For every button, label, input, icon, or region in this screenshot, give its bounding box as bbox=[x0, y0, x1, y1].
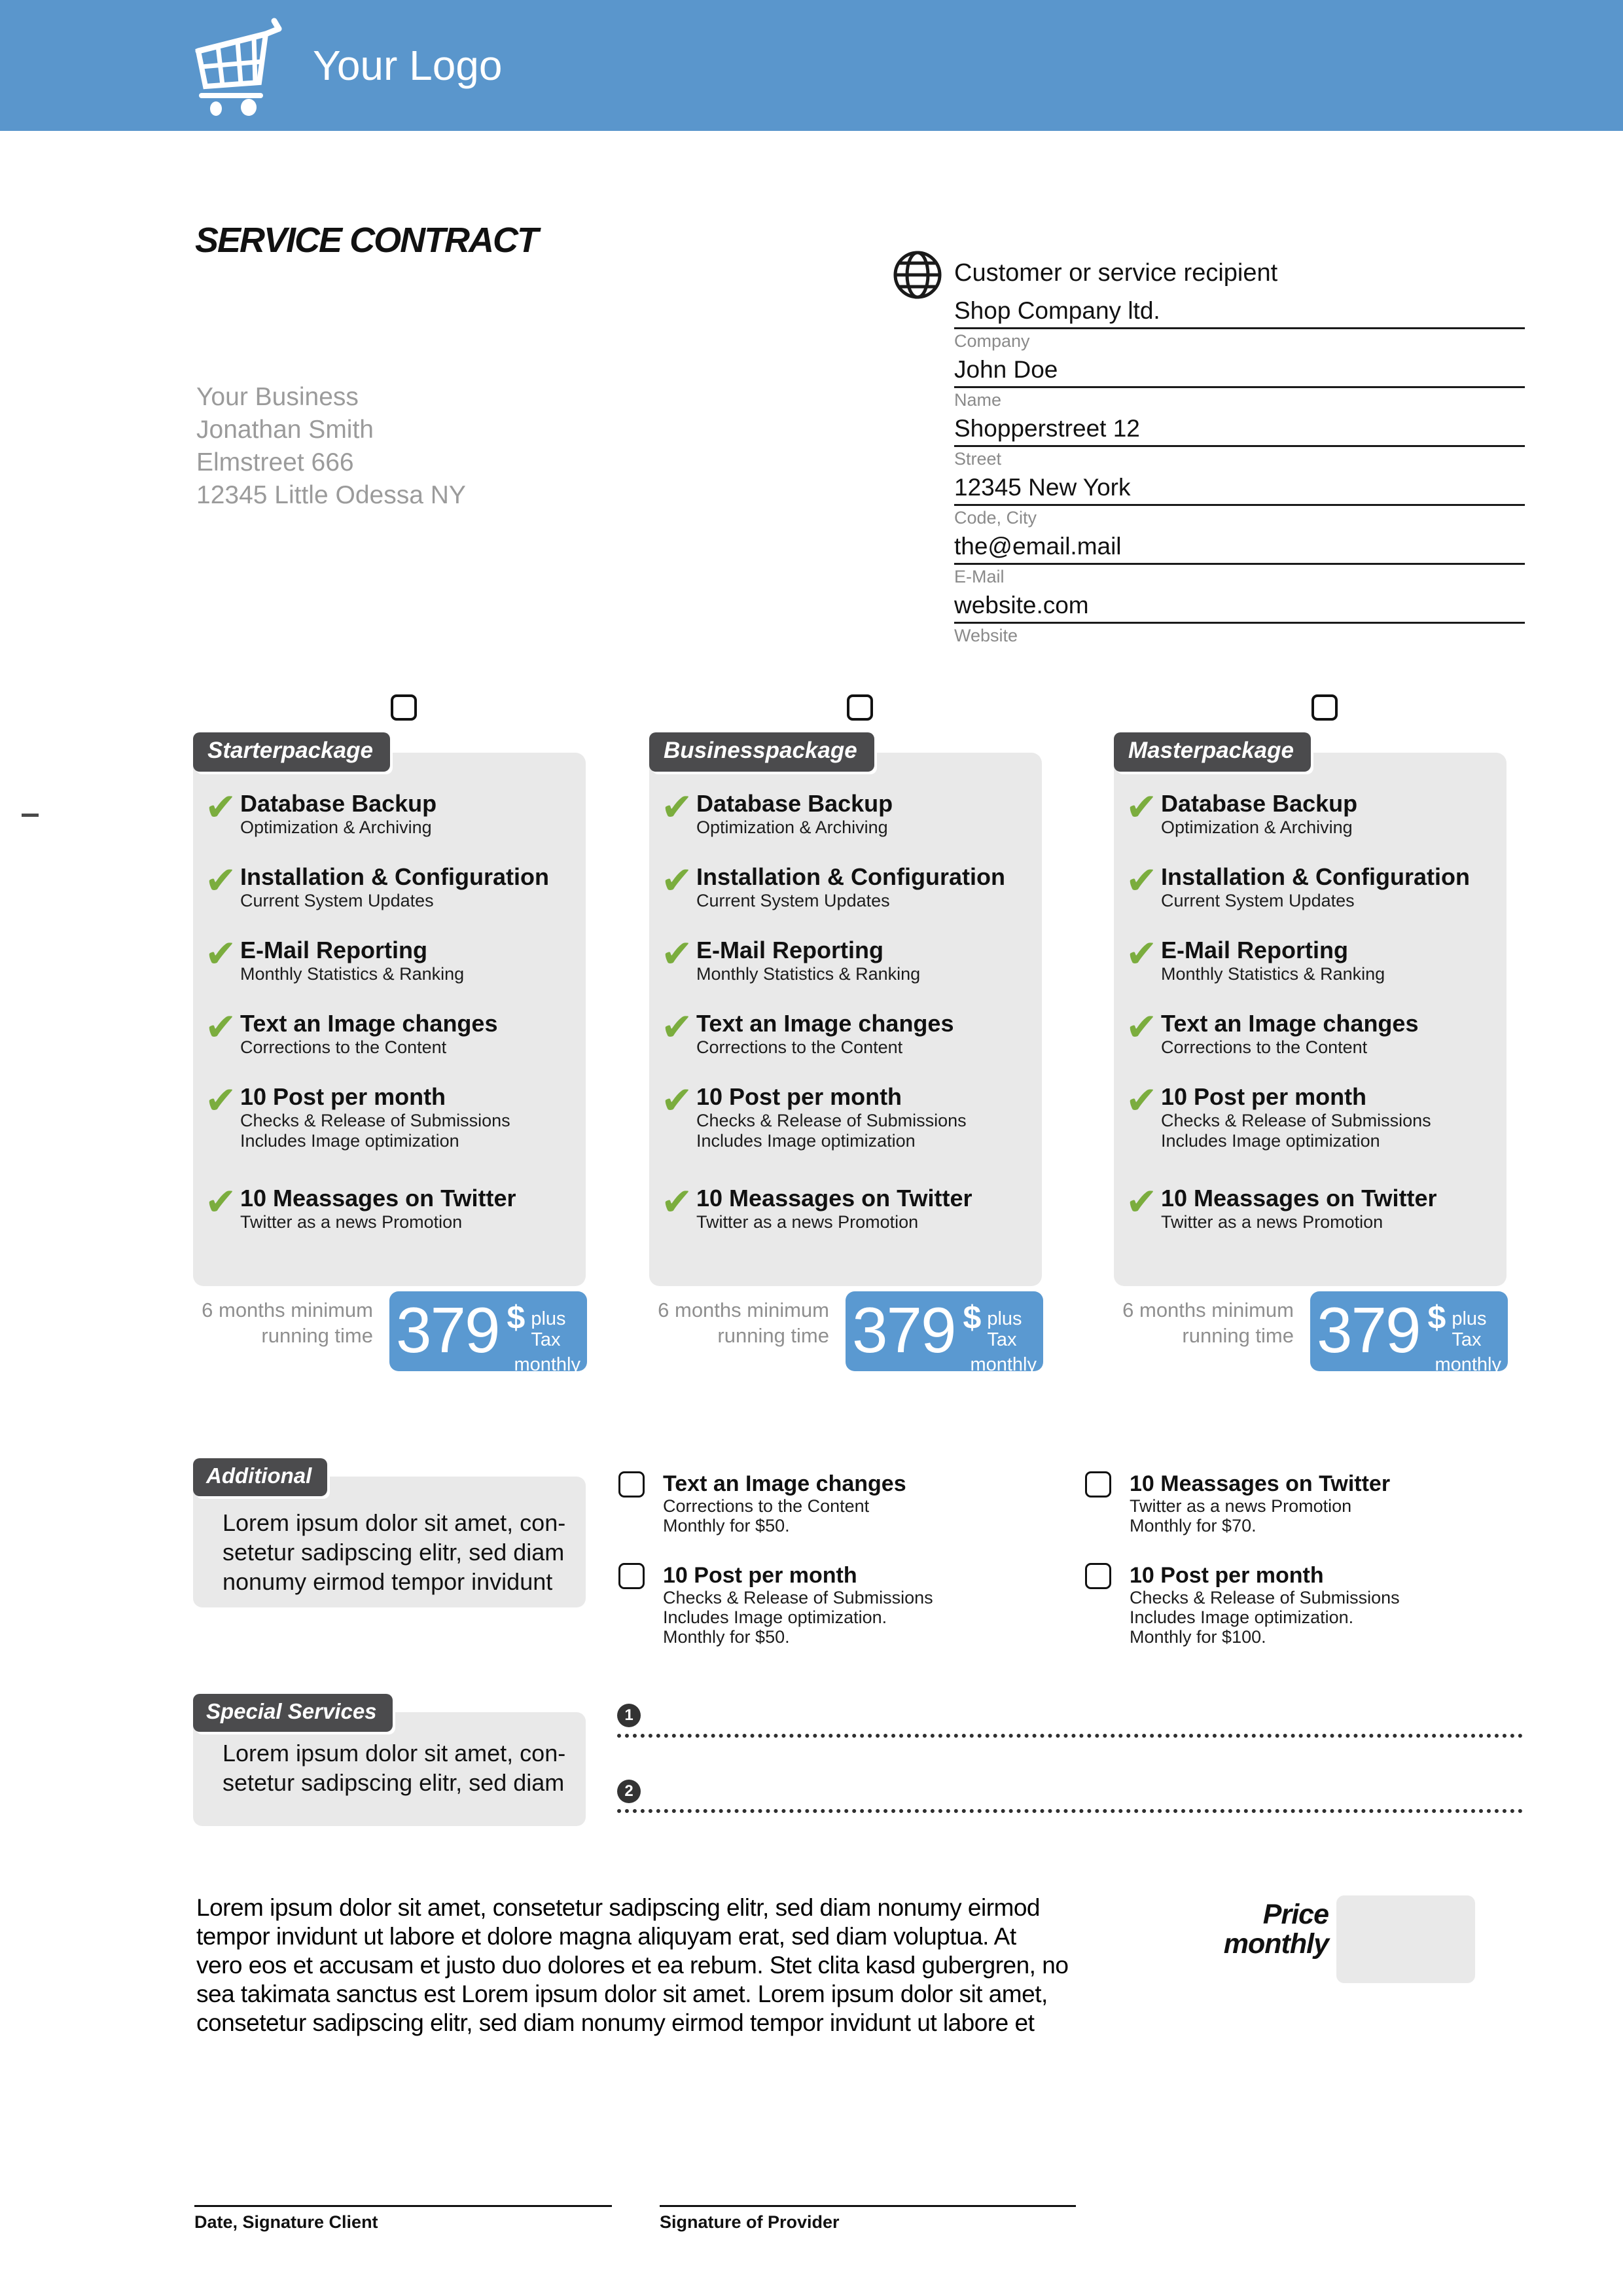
feature-text-image-changes bbox=[205, 1009, 578, 1058]
special-note-line: setetur sadipscing elitr, sed diam bbox=[223, 1769, 565, 1796]
check-icon bbox=[1126, 1009, 1161, 1058]
special-service-write-line-1[interactable] bbox=[617, 1734, 1523, 1738]
terms-paragraph bbox=[196, 1893, 1113, 2037]
feature-text-image-changes bbox=[661, 1009, 1034, 1058]
shopping-cart-icon bbox=[188, 13, 287, 118]
addon-title: 10 Meassages on Twitter bbox=[1130, 1471, 1391, 1496]
feature-title: Text an Image changes bbox=[240, 1010, 498, 1037]
addon-checkbox[interactable] bbox=[1085, 1471, 1111, 1498]
feature-subtitle: Includes Image optimization bbox=[1161, 1131, 1380, 1151]
currency-symbol: $ bbox=[507, 1299, 526, 1336]
additional-label: Additional bbox=[193, 1458, 327, 1496]
feature-title: 10 Post per month bbox=[1161, 1083, 1367, 1110]
feature-email-reporting bbox=[1126, 936, 1499, 984]
feature-title: Database Backup bbox=[1161, 790, 1358, 817]
price-monthly-fill-box[interactable] bbox=[1336, 1895, 1475, 1983]
addon-title: 10 Post per month bbox=[1130, 1563, 1324, 1588]
feature-subtitle: Checks & Release of Submissions bbox=[1161, 1111, 1431, 1130]
field-street-value: Shopperstreet 12 bbox=[954, 414, 1525, 447]
addon-line: Twitter as a news Promotion bbox=[1130, 1496, 1352, 1516]
feature-title: Installation & Configuration bbox=[696, 863, 1005, 890]
feature-posts bbox=[1126, 1083, 1499, 1151]
businesspackage-label: Businesspackage bbox=[649, 732, 874, 772]
signature-provider-line[interactable] bbox=[660, 2205, 1076, 2207]
runtime-line: 6 months minimum bbox=[202, 1299, 373, 1321]
masterpackage-feature-box bbox=[1114, 753, 1507, 1286]
check-icon bbox=[661, 789, 696, 838]
check-icon bbox=[661, 1184, 696, 1232]
addon-line: Checks & Release of Submissions bbox=[1130, 1588, 1400, 1607]
addon-title: Text an Image changes bbox=[663, 1471, 906, 1496]
check-icon bbox=[661, 936, 696, 984]
starterpackage-feature-box bbox=[193, 753, 586, 1286]
check-icon bbox=[661, 1083, 696, 1151]
customer-section-heading: Customer or service recipient bbox=[954, 259, 1278, 287]
runtime-line: running time bbox=[1182, 1324, 1294, 1347]
additional-note-line: Lorem ipsum dolor sit amet, con- bbox=[223, 1509, 566, 1536]
tax-note: plus Tax bbox=[531, 1308, 566, 1350]
feature-subtitle: Optimization & Archiving bbox=[240, 817, 432, 837]
feature-title: Installation & Configuration bbox=[1161, 863, 1470, 890]
runtime-line: running time bbox=[717, 1324, 829, 1347]
provider-line: Elmstreet 666 bbox=[196, 448, 354, 476]
addon-checkbox[interactable] bbox=[618, 1563, 645, 1589]
feature-subtitle: Corrections to the Content bbox=[1161, 1037, 1368, 1057]
field-name-label: Name bbox=[954, 390, 1002, 410]
special-slot-number-1: 1 bbox=[617, 1704, 641, 1727]
field-company-value: Shop Company ltd. bbox=[954, 296, 1525, 329]
businesspackage-feature-box bbox=[649, 753, 1042, 1286]
price-badge bbox=[846, 1291, 1043, 1375]
feature-subtitle: Includes Image optimization bbox=[240, 1131, 459, 1151]
feature-title: Text an Image changes bbox=[1161, 1010, 1419, 1037]
addon-option-posts-50 bbox=[618, 1563, 933, 1647]
addon-line: Monthly for $50. bbox=[663, 1516, 790, 1535]
feature-title: 10 Post per month bbox=[240, 1083, 446, 1110]
feature-title: Installation & Configuration bbox=[240, 863, 549, 890]
field-company bbox=[954, 296, 1525, 351]
feature-title: Text an Image changes bbox=[696, 1010, 954, 1037]
page-title: SERVICE CONTRACT bbox=[195, 221, 538, 260]
feature-subtitle: Checks & Release of Submissions bbox=[240, 1111, 510, 1130]
price-monthly-line: Price bbox=[1262, 1899, 1329, 1930]
currency-symbol: $ bbox=[1427, 1299, 1446, 1336]
terms-line: sea takimata sanctus est Lorem ipsum dolor sit amet. Lorem ipsum dolor sit amet, bbox=[196, 1981, 1048, 2007]
feature-subtitle: Corrections to the Content bbox=[696, 1037, 903, 1057]
field-code-city-value: 12345 New York bbox=[954, 473, 1525, 506]
signature-provider-label: Signature of Provider bbox=[660, 2212, 840, 2232]
feature-email-reporting bbox=[205, 936, 578, 984]
feature-title: Database Backup bbox=[240, 790, 437, 817]
addon-option-twitter bbox=[1085, 1471, 1390, 1535]
addon-line: Includes Image optimization. bbox=[1130, 1607, 1354, 1627]
package-column-master bbox=[1114, 694, 1507, 1375]
feature-subtitle: Twitter as a news Promotion bbox=[696, 1212, 919, 1232]
field-street bbox=[954, 414, 1525, 469]
feature-subtitle: Twitter as a news Promotion bbox=[240, 1212, 463, 1232]
runtime-line: 6 months minimum bbox=[658, 1299, 829, 1321]
provider-line: Your Business bbox=[196, 383, 359, 411]
feature-posts bbox=[205, 1083, 578, 1151]
tax-note: plus Tax bbox=[1452, 1308, 1487, 1350]
signature-client-line[interactable] bbox=[194, 2205, 612, 2207]
fold-mark bbox=[22, 814, 39, 817]
period-note: monthly bbox=[1435, 1354, 1501, 1375]
special-slot-number-2: 2 bbox=[617, 1780, 641, 1803]
feature-subtitle: Monthly Statistics & Ranking bbox=[1161, 964, 1385, 984]
check-icon bbox=[205, 1083, 240, 1151]
feature-subtitle: Optimization & Archiving bbox=[1161, 817, 1353, 837]
feature-subtitle: Twitter as a news Promotion bbox=[1161, 1212, 1383, 1232]
header-bar bbox=[0, 0, 1623, 131]
signature-client-block bbox=[194, 2205, 612, 2233]
field-name-value: John Doe bbox=[954, 355, 1525, 388]
feature-subtitle: Current System Updates bbox=[1161, 891, 1355, 910]
feature-installation bbox=[205, 863, 578, 911]
field-website bbox=[954, 590, 1525, 645]
logo-text: Your Logo bbox=[313, 42, 503, 89]
feature-subtitle: Current System Updates bbox=[696, 891, 890, 910]
signature-client-label: Date, Signature Client bbox=[194, 2212, 378, 2232]
feature-title: E-Mail Reporting bbox=[240, 937, 427, 963]
price-badge bbox=[1310, 1291, 1508, 1375]
check-icon bbox=[205, 936, 240, 984]
price-monthly-line: monthly bbox=[1223, 1928, 1329, 1960]
package-column-business bbox=[649, 694, 1042, 1375]
terms-line: consetetur sadipscing elitr, sed diam nonumy eirmod tempor invidunt ut labore et bbox=[196, 2009, 1035, 2036]
check-icon bbox=[1126, 936, 1161, 984]
period-note: monthly bbox=[970, 1354, 1037, 1375]
check-icon bbox=[661, 1009, 696, 1058]
check-icon bbox=[205, 863, 240, 911]
businesspackage-checkbox[interactable] bbox=[847, 694, 873, 721]
feature-subtitle: Includes Image optimization bbox=[696, 1131, 916, 1151]
addon-line: Monthly for $100. bbox=[1130, 1627, 1266, 1647]
field-email-label: E-Mail bbox=[954, 567, 1005, 586]
period-note: monthly bbox=[514, 1354, 580, 1375]
field-code-city-label: Code, City bbox=[954, 508, 1037, 528]
terms-line: vero eos et accusam et justo duo dolores et ea rebum. Stet clita kasd gubergren, no bbox=[196, 1952, 1069, 1979]
additional-note-line: nonumy eirmod tempor invidunt bbox=[223, 1568, 553, 1595]
feature-email-reporting bbox=[661, 936, 1034, 984]
provider-address bbox=[196, 381, 466, 512]
provider-line: Jonathan Smith bbox=[196, 416, 374, 444]
additional-note-box bbox=[193, 1477, 586, 1607]
field-company-label: Company bbox=[954, 331, 1030, 351]
feature-twitter bbox=[205, 1184, 578, 1232]
addon-checkbox[interactable] bbox=[1085, 1563, 1111, 1589]
addon-checkbox[interactable] bbox=[618, 1471, 645, 1498]
starterpackage-label: Starterpackage bbox=[193, 732, 390, 772]
special-note-line: Lorem ipsum dolor sit amet, con- bbox=[223, 1740, 566, 1767]
feature-title: 10 Meassages on Twitter bbox=[1161, 1185, 1437, 1211]
feature-title: E-Mail Reporting bbox=[1161, 937, 1348, 963]
field-code-city bbox=[954, 473, 1525, 528]
check-icon bbox=[1126, 1083, 1161, 1151]
field-street-label: Street bbox=[954, 449, 1002, 469]
special-service-write-line-2[interactable] bbox=[617, 1809, 1523, 1813]
feature-database-backup bbox=[661, 789, 1034, 838]
feature-subtitle: Monthly Statistics & Ranking bbox=[240, 964, 465, 984]
additional-note-line: setetur sadipscing elitr, sed diam bbox=[223, 1539, 565, 1566]
runtime-note bbox=[649, 1297, 829, 1348]
terms-line: Lorem ipsum dolor sit amet, consetetur sadipscing elitr, sed diam nonumy eirmod bbox=[196, 1894, 1040, 1921]
feature-posts bbox=[661, 1083, 1034, 1151]
feature-installation bbox=[1126, 863, 1499, 911]
check-icon bbox=[1126, 789, 1161, 838]
check-icon bbox=[205, 789, 240, 838]
addon-option-text-image-changes bbox=[618, 1471, 906, 1535]
feature-subtitle: Checks & Release of Submissions bbox=[696, 1111, 967, 1130]
customer-fields bbox=[954, 296, 1525, 649]
addon-line: Includes Image optimization. bbox=[663, 1607, 887, 1627]
runtime-note bbox=[1114, 1297, 1294, 1348]
runtime-line: running time bbox=[261, 1324, 373, 1347]
starterpackage-checkbox[interactable] bbox=[391, 694, 417, 721]
field-website-value: website.com bbox=[954, 590, 1525, 624]
feature-title: 10 Meassages on Twitter bbox=[696, 1185, 972, 1211]
runtime-note bbox=[193, 1297, 373, 1348]
feature-installation bbox=[661, 863, 1034, 911]
check-icon bbox=[1126, 863, 1161, 911]
feature-subtitle: Optimization & Archiving bbox=[696, 817, 888, 837]
check-icon bbox=[205, 1184, 240, 1232]
price-monthly-label bbox=[1152, 1900, 1329, 1959]
field-email bbox=[954, 531, 1525, 586]
price-amount: 379 bbox=[396, 1294, 499, 1366]
tax-note: plus Tax bbox=[987, 1308, 1022, 1350]
globe-icon bbox=[891, 249, 944, 301]
addon-option-posts-100 bbox=[1085, 1563, 1400, 1647]
check-icon bbox=[661, 863, 696, 911]
addon-title: 10 Post per month bbox=[663, 1563, 857, 1588]
feature-twitter bbox=[661, 1184, 1034, 1232]
feature-subtitle: Corrections to the Content bbox=[240, 1037, 447, 1057]
price-amount: 379 bbox=[852, 1294, 955, 1366]
feature-twitter bbox=[1126, 1184, 1499, 1232]
masterpackage-checkbox[interactable] bbox=[1311, 694, 1338, 721]
runtime-line: 6 months minimum bbox=[1122, 1299, 1294, 1321]
feature-database-backup bbox=[1126, 789, 1499, 838]
feature-title: E-Mail Reporting bbox=[696, 937, 883, 963]
feature-title: 10 Meassages on Twitter bbox=[240, 1185, 516, 1211]
terms-line: tempor invidunt ut labore et dolore magna aliquyam erat, sed diam voluptua. At bbox=[196, 1923, 1016, 1950]
addon-line: Monthly for $50. bbox=[663, 1627, 790, 1647]
feature-title: Database Backup bbox=[696, 790, 893, 817]
field-name bbox=[954, 355, 1525, 410]
signature-provider-block bbox=[660, 2205, 1076, 2233]
feature-subtitle: Monthly Statistics & Ranking bbox=[696, 964, 921, 984]
price-badge bbox=[389, 1291, 587, 1375]
check-icon bbox=[205, 1009, 240, 1058]
currency-symbol: $ bbox=[963, 1299, 982, 1336]
feature-text-image-changes bbox=[1126, 1009, 1499, 1058]
special-services-label: Special Services bbox=[193, 1694, 393, 1732]
price-amount: 379 bbox=[1317, 1294, 1420, 1366]
addon-line: Checks & Release of Submissions bbox=[663, 1588, 933, 1607]
check-icon bbox=[1126, 1184, 1161, 1232]
feature-subtitle: Current System Updates bbox=[240, 891, 434, 910]
addon-line: Monthly for $70. bbox=[1130, 1516, 1257, 1535]
feature-title: 10 Post per month bbox=[696, 1083, 902, 1110]
addon-line: Corrections to the Content bbox=[663, 1496, 870, 1516]
feature-database-backup bbox=[205, 789, 578, 838]
package-column-starter bbox=[193, 694, 586, 1375]
provider-line: 12345 Little Odessa NY bbox=[196, 481, 466, 509]
field-email-value: the@email.mail bbox=[954, 531, 1525, 565]
field-website-label: Website bbox=[954, 626, 1018, 645]
masterpackage-label: Masterpackage bbox=[1114, 732, 1311, 772]
